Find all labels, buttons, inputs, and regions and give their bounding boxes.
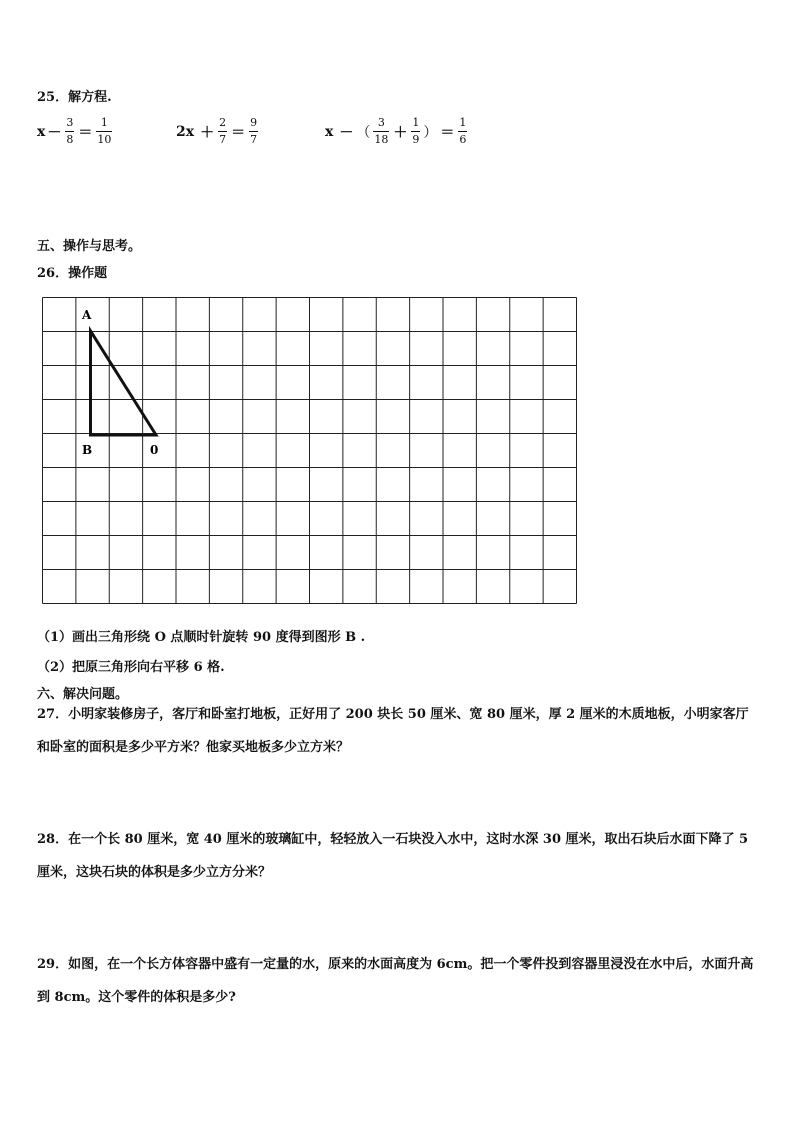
- eq1-fraction-2: [96, 117, 112, 146]
- numerator: 1: [100, 116, 108, 129]
- q28-text: 28．在一个长 80 厘米，宽 40 厘米的玻璃缸中，轻轻放入一石块没入水中，这时水深 30 厘米，取出石块后水面下降了 5 厘米，这块石块的体积是多少立方分米？: [37, 832, 749, 880]
- eq1-op: －: [47, 124, 62, 141]
- section-6-heading: 六、解决问题。: [37, 687, 129, 702]
- eq3-right-paren: ）: [423, 124, 438, 141]
- denominator: 18: [374, 133, 389, 146]
- numerator: 2: [219, 116, 227, 129]
- fraction-bar: [249, 131, 258, 132]
- fraction-bar: [411, 131, 420, 132]
- eq2-equals: ＝: [231, 124, 246, 141]
- equation-2: [176, 117, 260, 146]
- eq3-equals: ＝: [440, 124, 455, 141]
- fraction-bar: [96, 131, 112, 132]
- q26-sub-2: （2）把原三角形向右平移 6 格.: [37, 660, 225, 675]
- denominator: 10: [97, 133, 112, 146]
- eq3-plus: ＋: [393, 124, 408, 141]
- grid-figure: [42, 297, 578, 605]
- eq2-fraction-1: [218, 117, 227, 146]
- numerator: 9: [250, 116, 258, 129]
- label-O: 0: [150, 443, 159, 457]
- eq3-fraction-1: [373, 117, 389, 146]
- q25-title: 25．解方程.: [37, 90, 112, 105]
- q26-title: 26．操作题: [37, 266, 108, 281]
- denominator: 7: [219, 133, 227, 146]
- fraction-bar: [218, 131, 227, 132]
- q29-text: 29．如图，在一个长方体容器中盛有一定量的水，原来的水面高度为 6cm。把一个零件投到容器里浸没在水中后，水面升高到 8cm。这个零件的体积是多少?: [37, 957, 754, 1005]
- denominator: 8: [66, 133, 74, 146]
- eq3-fraction-3: [458, 117, 467, 146]
- q26-sub-1: （1）画出三角形绕 O 点顺时针旋转 90 度得到图形 B .: [37, 630, 366, 645]
- label-B: B: [82, 443, 93, 457]
- eq2-op: ＋: [200, 124, 215, 141]
- grid-lines: [43, 298, 577, 604]
- numerator: 3: [377, 116, 385, 129]
- denominator: 7: [250, 133, 258, 146]
- eq3-op: －: [339, 124, 354, 141]
- equation-3: [325, 117, 469, 146]
- equation-1: [37, 117, 114, 146]
- eq3-fraction-2: [411, 117, 420, 146]
- eq2-fraction-2: [249, 117, 258, 146]
- triangle-ABO: [91, 331, 157, 435]
- label-A: A: [82, 308, 92, 322]
- eq3-var: x: [325, 123, 334, 140]
- fraction-bar: [373, 131, 389, 132]
- fraction-bar: [458, 131, 467, 132]
- q27-text: 27．小明家装修房子，客厅和卧室打地板，正好用了 200 块长 50 厘米、宽 80 厘米，厚 2 厘米的木质地板，小明家客厅和卧室的面积是多少平方米？他家买地板多少立方米？: [37, 707, 749, 755]
- eq1-equals: ＝: [78, 124, 93, 141]
- fraction-bar: [65, 131, 74, 132]
- eq3-left-paren: （: [356, 124, 371, 141]
- denominator: 6: [459, 133, 467, 146]
- eq1-fraction-1: [65, 117, 74, 146]
- section-5-heading: 五、操作与思考。: [37, 239, 142, 254]
- numerator: 1: [412, 116, 420, 129]
- numerator: 3: [66, 116, 74, 129]
- numerator: 1: [459, 116, 467, 129]
- eq1-var: x: [37, 123, 46, 140]
- denominator: 9: [412, 133, 420, 146]
- eq2-var: 2x: [176, 123, 195, 140]
